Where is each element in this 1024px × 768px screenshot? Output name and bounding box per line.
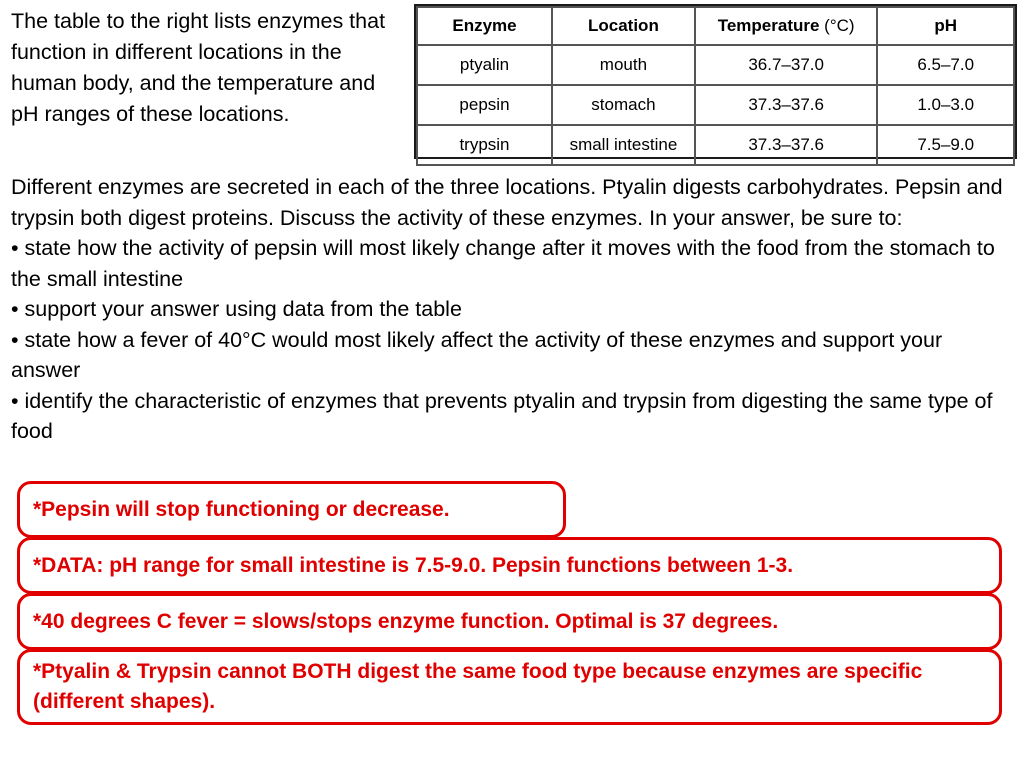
cell-location: stomach: [552, 85, 695, 125]
cell-location: small intestine: [552, 125, 695, 165]
answer-box-specificity: [17, 649, 1002, 725]
answer-text: *Ptyalin & Trypsin cannot BOTH digest the same food type because enzymes are specific (different shapes).: [33, 660, 923, 713]
cell-temperature: 37.3–37.6: [695, 125, 878, 165]
question-bullet: • state how a fever of 40°C would most likely affect the activity of these enzymes and support your answer: [11, 327, 943, 382]
answer-box-data: [17, 537, 1002, 594]
question-bullet: • identify the characteristic of enzymes that prevents ptyalin and trypsin from digesting the same type of food: [11, 388, 993, 443]
enzyme-data-table: [416, 6, 1015, 166]
cell-ph: 7.5–9.0: [877, 125, 1014, 165]
cell-temperature: 36.7–37.0: [695, 45, 878, 85]
cell-ph: 1.0–3.0: [877, 85, 1014, 125]
cell-location: mouth: [552, 45, 695, 85]
enzyme-table: [414, 4, 1017, 159]
answer-text: *Pepsin will stop functioning or decrease.: [33, 497, 450, 521]
question-bullet: • state how the activity of pepsin will most likely change after it moves with the food from the stomach to the small intestine: [11, 236, 995, 291]
table-row: [417, 45, 1014, 85]
question-bullet: • support your answer using data from the table: [11, 297, 462, 321]
cell-ph: 6.5–7.0: [877, 45, 1014, 85]
cell-temperature: 37.3–37.6: [695, 85, 878, 125]
header-temperature-unit: (°C): [824, 16, 855, 35]
question-block: [11, 172, 1011, 447]
answer-text: *40 degrees C fever = slows/stops enzyme function. Optimal is 37 degrees.: [33, 609, 779, 633]
header-temperature-label: Temperature: [717, 16, 820, 35]
table-row: [417, 125, 1014, 165]
cell-enzyme: pepsin: [417, 85, 552, 125]
header-enzyme: Enzyme: [417, 7, 552, 45]
header-ph: pH: [877, 7, 1014, 45]
answer-text: *DATA: pH range for small intestine is 7.5-9.0. Pepsin functions between 1-3.: [33, 553, 794, 577]
cell-enzyme: ptyalin: [417, 45, 552, 85]
answer-box-fever: [17, 593, 1002, 650]
table-header-row: [417, 7, 1014, 45]
question-paragraph: Different enzymes are secreted in each of the three locations. Ptyalin digests carbohydrates. Pepsin and trypsin both digest proteins. Discuss the activity of these enzymes. In your answer, be sure to:: [11, 175, 1003, 230]
table-row: [417, 85, 1014, 125]
answer-box-pepsin: [17, 481, 566, 538]
header-temperature: [695, 7, 878, 45]
cell-enzyme: trypsin: [417, 125, 552, 165]
intro-text: The table to the right lists enzymes that function in different locations in the human body, and the temperature and pH ranges of these locations.: [11, 9, 386, 126]
header-location: Location: [552, 7, 695, 45]
